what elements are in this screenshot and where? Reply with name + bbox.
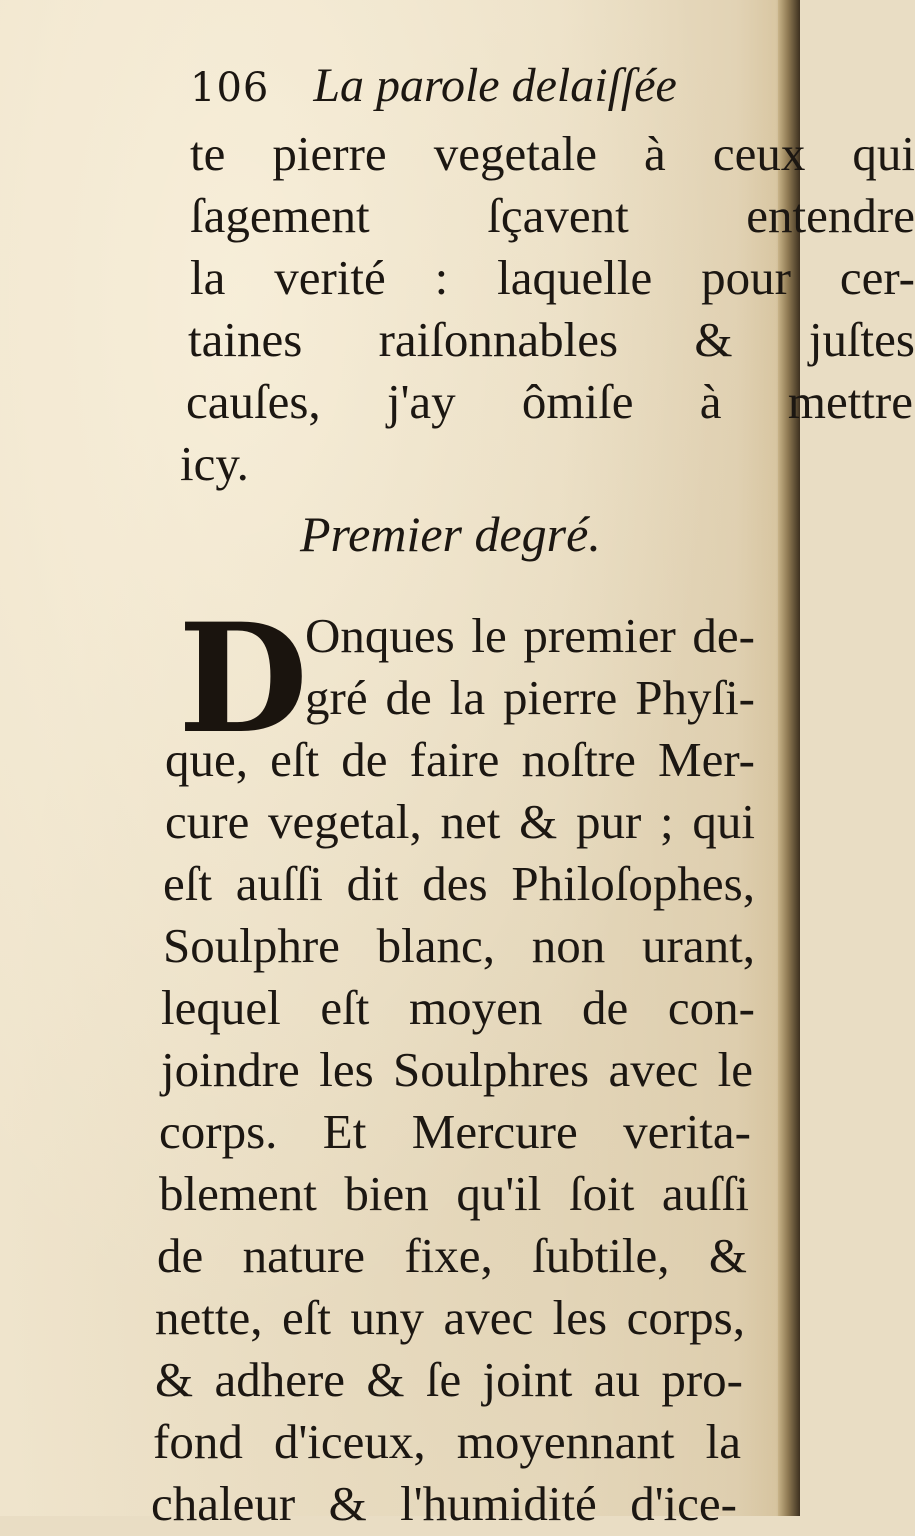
text-line: que, eſt de faire noſtre Mer- xyxy=(165,732,755,787)
running-title: La parole delaiſſée xyxy=(313,59,677,112)
text-line: taines raiſonnables & juſtes xyxy=(188,312,915,367)
text-line: cauſes, j'ay ômiſe à mettre xyxy=(186,374,913,429)
section-title: Premier degré. xyxy=(300,506,601,562)
running-header xyxy=(190,58,677,118)
text-line: chaleur & l'humidité d'ice- xyxy=(151,1476,737,1531)
text-line: icy. xyxy=(180,436,249,491)
text-line: Onques le premier de- xyxy=(305,608,755,663)
text-line: Soulphre blanc, non urant, xyxy=(163,918,755,973)
text-line: de nature fixe, ſubtile, & xyxy=(157,1228,747,1283)
drop-cap: D xyxy=(178,591,309,767)
text-line: fond d'iceux, moyennant la xyxy=(153,1414,741,1469)
text-line: gré de la pierre Phyſi- xyxy=(305,670,755,725)
text-line: blement bien qu'il ſoit auſſi xyxy=(159,1166,749,1221)
page-number: 106 xyxy=(190,65,270,111)
text-line: corps. Et Mercure verita- xyxy=(159,1104,751,1159)
text-line: te pierre vegetale à ceux qui xyxy=(190,126,915,181)
text-line: cure vegetal, net & pur ; qui xyxy=(165,794,755,849)
text-line: joindre les Soulphres avec le xyxy=(161,1042,753,1097)
text-line: & adhere & ſe joint au pro- xyxy=(155,1352,743,1407)
text-line: la verité : laquelle pour cer- xyxy=(190,250,915,305)
text-line: lequel eſt moyen de con- xyxy=(161,980,755,1035)
text-line: eſt auſſi dit des Philoſophes, xyxy=(163,856,755,911)
text-line: ſagement ſçavent entendre xyxy=(190,188,915,243)
text-line: nette, eſt uny avec les corps, xyxy=(155,1290,745,1345)
